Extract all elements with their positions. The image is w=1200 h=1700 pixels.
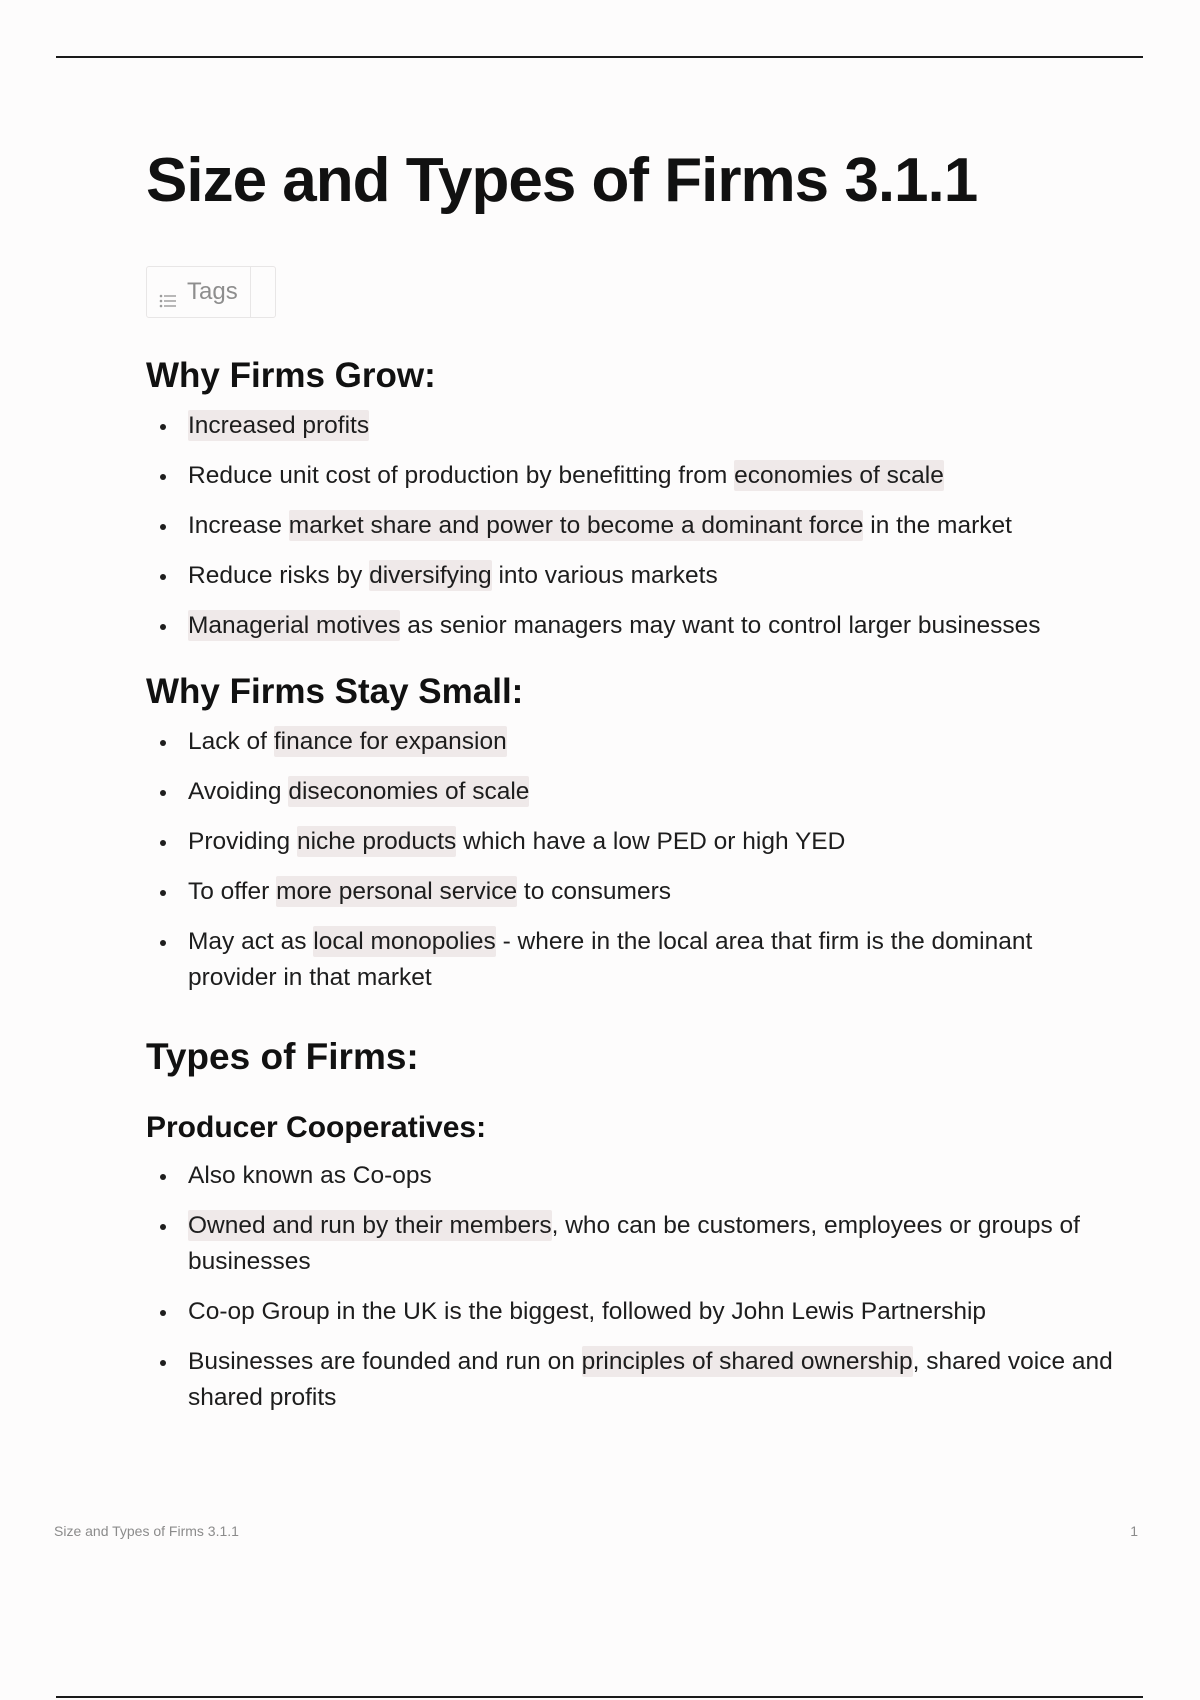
tags-property-label[interactable]: [147, 267, 251, 317]
text-run: Co-op Group in the UK is the biggest, followed by John Lewis Partnership: [188, 1298, 987, 1325]
text-run: , who can be customers, employees or groups of businesses: [188, 1212, 1080, 1275]
text-run: Businesses are founded and run on: [188, 1348, 582, 1375]
list-item: [146, 608, 1126, 644]
list-item: [146, 1208, 1126, 1280]
text-run: Also known as Co-ops: [188, 1162, 432, 1189]
heading-why-firms-stay-small: Why Firms Stay Small:: [146, 672, 524, 711]
tags-label-text: Tags: [187, 278, 238, 305]
text-run: Reduce risks by: [188, 562, 370, 589]
tags-value-empty[interactable]: [251, 267, 275, 317]
text-run: , shared voice and shared profits: [188, 1348, 1113, 1411]
text-run: to consumers: [517, 878, 671, 905]
list-item: [146, 1344, 1126, 1416]
list-item: [146, 874, 1126, 910]
list-item: [146, 1158, 1126, 1194]
list-item: [146, 824, 1126, 860]
bottom-rule: [56, 1696, 1143, 1698]
heading-types-of-firms: Types of Firms:: [146, 1036, 419, 1077]
text-run: Avoiding: [188, 778, 289, 805]
list-item: [146, 924, 1126, 996]
highlighted-text: finance for expansion: [273, 728, 507, 755]
list-producer-cooperatives: [146, 1158, 1126, 1416]
highlighted-text: more personal service: [276, 878, 518, 905]
list-item: [146, 774, 1126, 810]
highlighted-text: market share and power to become a dominant force: [288, 512, 864, 539]
text-run: in the market: [863, 512, 1012, 539]
text-run: Reduce unit cost of production by benefitting from: [188, 462, 735, 489]
list-why-firms-grow: [146, 408, 1126, 644]
top-rule: [56, 56, 1143, 58]
list-icon: [159, 287, 177, 301]
document-body: [146, 140, 1126, 1430]
highlighted-text: local monopolies: [313, 928, 496, 955]
footer-title: Size and Types of Firms 3.1.1: [54, 1523, 239, 1539]
highlighted-text: economies of scale: [734, 462, 944, 489]
highlighted-text: diseconomies of scale: [288, 778, 530, 805]
list-item: [146, 724, 1126, 760]
highlighted-text: principles of shared ownership: [581, 1348, 913, 1375]
text-run: May act as: [188, 928, 314, 955]
text-run: which have a low PED or high YED: [456, 828, 846, 855]
list-item: [146, 408, 1126, 444]
page-title: Size and Types of Firms 3.1.1: [146, 146, 978, 215]
text-run: To offer: [188, 878, 277, 905]
list-item: [146, 508, 1126, 544]
list-why-firms-stay-small: [146, 724, 1126, 996]
list-item: [146, 558, 1126, 594]
text-run: into various markets: [491, 562, 718, 589]
list-item: [146, 458, 1126, 494]
footer-page-number: 1: [1130, 1523, 1138, 1539]
text-run: Increase: [188, 512, 289, 539]
text-run: - where in the local area that firm is the dominant provider in that market: [188, 928, 1033, 991]
highlighted-text: diversifying: [369, 562, 492, 589]
text-run: as senior managers may want to control larger businesses: [400, 612, 1041, 639]
highlighted-text: niche products: [296, 828, 457, 855]
heading-producer-cooperatives: Producer Cooperatives:: [146, 1111, 487, 1144]
highlighted-text: Increased profits: [188, 412, 370, 439]
highlighted-text: Owned and run by their members: [188, 1212, 552, 1239]
tags-property[interactable]: [146, 266, 276, 318]
highlighted-text: Managerial motives: [188, 612, 401, 639]
text-run: Providing: [188, 828, 297, 855]
list-item: [146, 1294, 1126, 1330]
heading-why-firms-grow: Why Firms Grow:: [146, 356, 436, 395]
text-run: Lack of: [188, 728, 274, 755]
